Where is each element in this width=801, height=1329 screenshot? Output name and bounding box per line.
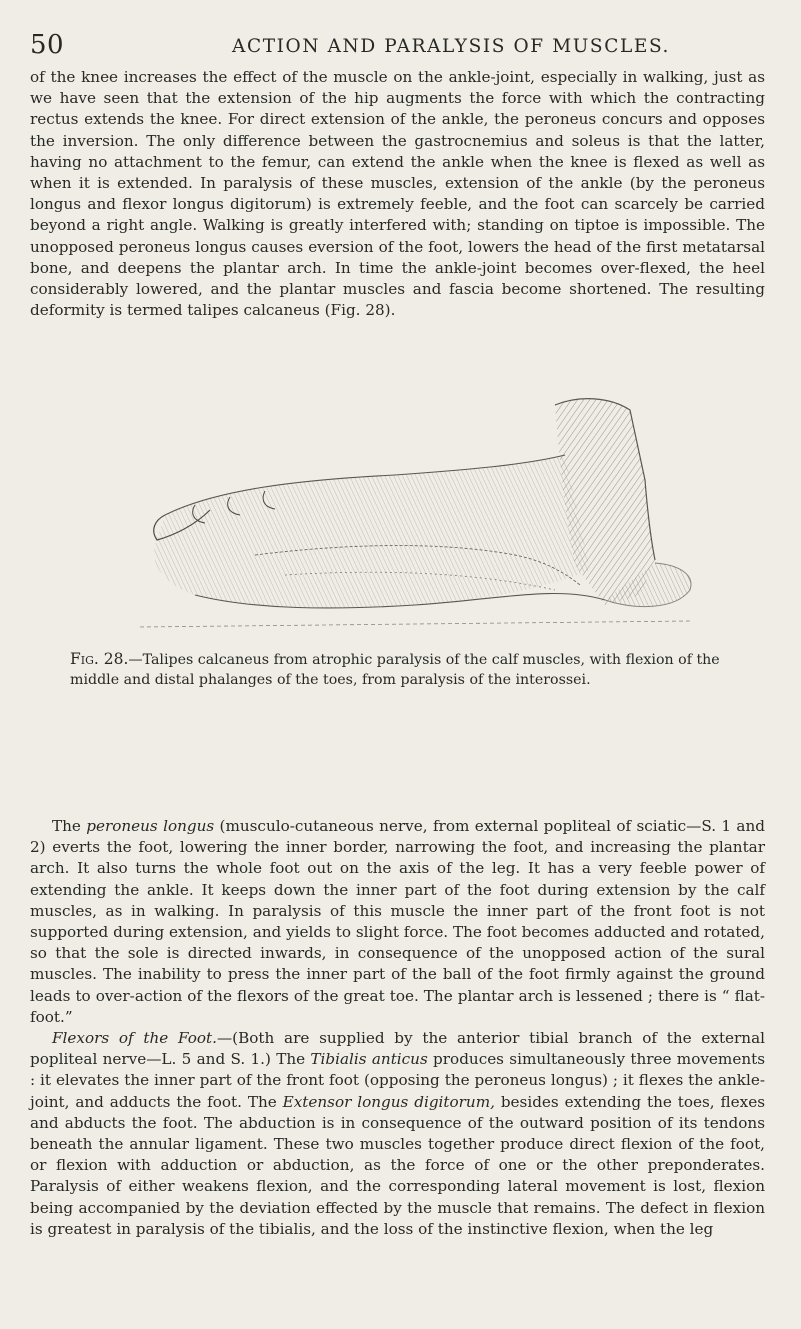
paragraph-3-text-2: produces simultaneously three movements : it elevates the inner part of the front foot (opposing the peroneus longus) ; it flexes the ankle-joint, and adducts the foot. The: [30, 1050, 765, 1111]
paragraph-3-text-3: besides extending the toes, flexes and abducts the foot. The abduction is in consequence of the outward position of its tendons beneath the annular ligament. These two muscles together produce direct flexion of the foot, or flexion with adduction or abduction, as the force of one or the other preponderates. Paralysis of either weakens flexion, and the corresponding lateral movement is lost, flexion being accompanied by the deviation effected by the muscle that remains. The defect in flexion is greatest in paralysis of the tibialis, and the loss of the instinctive flexion, when the leg: [30, 1092, 765, 1238]
term-peroneus-longus: peroneus longus: [86, 817, 215, 835]
term-tibialis-anticus: Tibialis anticus: [310, 1050, 428, 1069]
figure-caption-text: —Talipes calcaneus from atrophic paralysis of the calf muscles, with flexion of the middle and distal phalanges of the toes, from paralysis of the interossei.: [70, 652, 720, 688]
paragraph-1: of the knee increases the effect of the muscle on the ankle-joint, especially in walking, just as we have seen that the extension of the hip augments the force with which the contracting rectus extends the knee. For direct extension of the ankle, the peroneus concurs and opposes the inversion. The only difference between the gastrocnemius and soleus is that the latter, having no attachment to the femur, can extend the ankle when the knee is flexed as well as when it is extended. In paralysis of these muscles, extension of the ankle (by the peroneus longus and flexor longus digitorum) is extremely feeble, and the foot can scarcely be carried beyond a right angle. Walking is greatly interfered with; standing on tiptoe is impossible. The unopposed peroneus longus causes eversion of the foot, lowers the head of the first metatarsal bone, and deepens the plantar arch. In time the ankle-joint becomes over-flexed, the heel considerably lowered, and the plantar muscles and fascia become shortened. The resulting deformity is termed talipes calcaneus (Fig. 28).: [30, 68, 765, 320]
section-heading-flexors: Flexors of the Foot.: [52, 1029, 217, 1047]
term-extensor-longus-digitorum: Extensor longus digitorum,: [282, 1092, 495, 1111]
running-head: ACTION AND PARALYSIS OF MUSCLES.: [232, 36, 671, 57]
figure-label: Fig. 28.: [70, 650, 129, 668]
figure-talipes-calcaneus-illustration: [135, 395, 695, 640]
paragraph-3-text-1: —(Both are supplied by the anterior tibial branch of the external popliteal nerve—L. 5 and S. 1.) The: [30, 1029, 765, 1069]
paragraph-3: [30, 1028, 765, 1240]
paragraph-2-lead: The: [52, 817, 87, 835]
paragraph-2-text: (musculo-cutaneous nerve, from external popliteal of sciatic—S. 1 and 2) everts the foot, lowering the inner border, narrowing the foot, and increasing the plantar arch. It also turns the whole foot out on the axis of the leg. It has a very feeble power of extending the ankle. It keeps down the inner part of the foot during extension by the calf muscles, as in walking. In paralysis of this muscle the inner part of the front foot is not supported during extension, and yields to slight force. The foot becomes adducted and rotated, so that the sole is directed inwards, in consequence of the unopposed action of the sural muscles. The inability to press the inner part of the ball of the foot firmly against the ground leads to over-action of the flexors of the great toe. The plantar arch is lessened ; there is “ flat-foot.”: [30, 817, 765, 1026]
page-number: 50: [30, 30, 65, 60]
paragraph-2: [30, 816, 765, 1028]
figure-caption: [70, 649, 760, 690]
